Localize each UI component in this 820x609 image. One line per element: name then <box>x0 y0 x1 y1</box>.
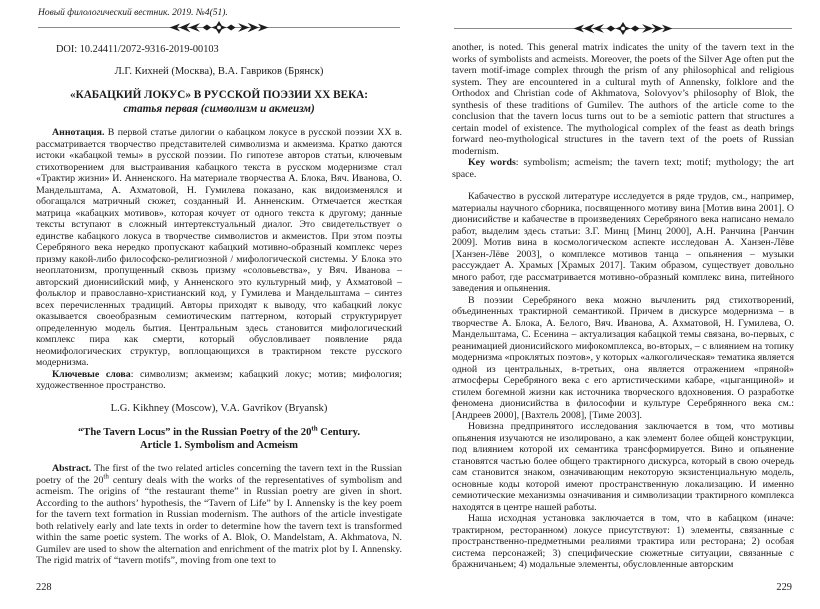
article-subtitle-ru: статья первая (символизм и акмеизм) <box>123 102 315 115</box>
article-title-en-sup: th <box>311 424 318 433</box>
article-title-ru-main: «КАБАЦКИЙ ЛОКУС» В РУССКОЙ ПОЭЗИИ XX ВЕКА: <box>70 89 368 101</box>
journal-header: Новый филологический вестник. 2019. №4(51). <box>38 8 228 18</box>
keywords-en-text: : symbolism; acmeism; the tavern text; motif; mythology; the art space. <box>452 157 794 180</box>
abstract-en-part1: The first of the two related articles concerning the tavern text in the Russian poetry of the 20 <box>36 463 402 486</box>
keywords-ru-text: : символизм; акмеизм; кабацкий локус; мотив; мифология; художественное пространство. <box>36 368 402 392</box>
authors-ru: Л.Г. Кихней (Москва), В.А. Гавриков (Брянск) <box>114 66 324 77</box>
abstract-ru-text: В первой статье дилогии о кабацком локусе в русской поэзии XX в. рассматривается творчество представителей символизма и акмеизма. Кратко даются истоки «кабацкой темы» в русской поэзии. По гипотезе авторов статьи, ключевым стихотворением для выстраивания кабацкого текста в русском модернизме стал «Трактир жизни» И. Анненского. На материале творчества А. Блока, Вяч. Иванова, О. Мандельштама, А. Ахматовой, Н. Гумилева показано, как видоизменялся и обогащался матричный сюжет, созданный И. Анненским. Отмечается жесткая матрица «кабацких мотивов», которая кочует от одного текста к другому; данные тексты вступают в сложный интертекстуальный диалог. Это свидетельствует о единстве кабацкого локуса в творчестве символистов и акмеистов. При этом поэты Серебряного века нередко пропускают кабацкий мотивно-образный комплекс через призму какой-либо философско-религиозной / мифологической системы. У Блока это неоплатонизм, пропущенный сквозь призму «соловьевства», у Вяч. Иванова – авторский дионисийский миф, у Анненского это культурный миф, у Ахматовой – фольклор и православно-христианский код, у Гумилева и Мандельштама – синтез всех перечисленных традиций. Авторы приходят к выводу, что кабацкий локус оказывается своеобразным семиотическим паттерном, который структурирует определенную модель бытия. Центральным здесь становится мифологический комплекс пира как смерти, который обусловливает появление ряда неомифологических структур, воплощающихся в трактирном тексте русского модернизма. <box>36 127 402 369</box>
keywords-ru <box>36 369 402 392</box>
abstract-ru-label: Аннотация. <box>52 127 105 139</box>
section-divider <box>452 21 794 36</box>
abstract-en-sup: th <box>103 472 109 481</box>
abstract-en-part2: century deals with the works of the representatives of symbolism and acmeism. The origins of “the restaurant theme” in Russian poetry are given in short. According to the authors’ hypothesis, the “Tavern of Life” by I. Annensky is the key poem for the tavern text formation in Russian modernism. The authors of the article investigate both relatively early and late texts in order to determine how the tavern text is transformed within the same poetic system. The works of A. Blok, O. Mandelstam, A. Akhmatova, N. Gumilev are used to show the alternation and enrichment of the matrix plot by I. Annensky. The rigid matrix of “tavern motifs”, moving from one text to <box>36 474 402 567</box>
article-title-en <box>36 426 402 452</box>
body-paragraph: Новизна предпринятого исследования заключается в том, что мотивы опьянения изучаются не изолировано, а как элемент более общей конструкции, под влиянием которой их семантика трансформируется. Вино и опьянение становятся частью более общего трактирного дискурса, который в свою очередь сам становится знаком, означивающим некоторую экзистенциальную модель, основные коды которой имеют пространственную локализацию. И именно семиотические механизмы означивания и символизации трактирного комплекса находятся в центре нашей работы. <box>452 421 794 513</box>
article-title-en-part1: “The Tavern Locus” in the Russian Poetry of the 20 <box>78 426 312 438</box>
page-right <box>412 0 820 609</box>
page-number-right: 229 <box>776 582 792 593</box>
divider-ornament-icon <box>571 21 675 36</box>
page-number-left: 228 <box>36 582 52 593</box>
authors-en: L.G. Kikhney (Moscow), V.A. Gavrikov (Bryansk) <box>110 402 328 414</box>
keywords-en <box>452 157 794 180</box>
keywords-en-label: Key words <box>468 157 516 168</box>
keywords-ru-label: Ключевые слова <box>52 368 131 380</box>
section-divider <box>36 20 402 35</box>
article-title-en-line2: Article 1. Symbolism and Acmeism <box>139 440 298 452</box>
body-paragraph: В поэзии Серебряного века можно вычленить ряд стихотворений, объединенных трактирной семантикой. Причем в дискурсе модернизма – в творчестве А. Блока, А. Белого, Вяч. Иванова, А. Ахматовой, Н. Гумилева, О. Мандельштама, С. Есенина – актуализация кабацкой темы связана, во-первых, с реанимацией дионисийского мифокомплекса, во-вторых, – с влиянием на топику модернизма «проклятых поэтов», у которых «алкоголическая» тематика является одной из центральных, в-третьих, она является отражением «пряной» атмосферы Серебряного века с его артистическими кабаре, «цыганщиной» и стилем богемной жизни как источника творческого вдохновения. О разработке феномена дионисийства в философии и культуре Серебрянного века см.: [Андреев 2000], [Вахтель 2008], [Тиме 2003]. <box>452 294 794 421</box>
article-title-en-part2: Century. <box>317 426 360 438</box>
divider-ornament-icon <box>167 20 271 35</box>
doi: DOI: 10.24411/2072-9316-2019-00103 <box>56 44 219 55</box>
abstract-en-label: Abstract. <box>52 463 92 475</box>
abstract-ru <box>36 127 402 369</box>
article-title-en-line1 <box>36 426 402 439</box>
body-paragraph: Наша исходная установка заключается в том, что в кабацком (иначе: трактирном, ресторанном) локусе присутствуют: 1) элементы, связанные с пространственно-предметными реалиями трактира или ресторана; 2) особая система персонажей; 3) специфические сюжетные ситуации, связанные с бражничаньем; 4) модальные элементы, обусловленные авторским <box>452 513 794 570</box>
body-paragraph: Кабачество в русской литературе исследуется в ряде трудов, см., например, материалы научного сборника, посвященного мотиву вина [Мотив вина 2001]. О дионисийстве и кабачестве в произведениях Серебряного века написано немало работ, выделим здесь статьи: З.Г. Минц [Минц 2000], А.Н. Ранчина [Ранчин 2009]. Мотив вина в космологическом аспекте исследован А. Ханзен-Лёве [Ханзен-Лёве 2003], о комплексе мотивов танца – опьянения – музыки рассуждает А. Храмых [Храмых 2017]. Таким образом, существует довольно много работ, где рассматривается мотивно-образный комплекс вина, питейного заведения и опьянения. <box>452 191 794 294</box>
article-title-ru <box>36 89 402 116</box>
abstract-en <box>36 463 402 567</box>
abstract-en-continuation: another, is noted. This general matrix indicates the unity of the tavern text in the works of symbolists and acmeists. Moreover, the poets of the Silver Age often put the tavern motif-image complex through the prism of any philosophical and religious system. They are encountered in a cultural myth of Annensky, folklore and the Orthodox and Christian code of Akhmatova, Solovyov’s philosophy of Blok, the synthesis of these traditions of Gumilev. The authors of the article come to the conclusion that the tavern locus turns out to be a semiotic pattern that structures a certain model of existence. The mythological complex of the feast as death brings forward neo-mythological structures in the tavern text of the poets of Russian modernism. <box>452 42 794 157</box>
